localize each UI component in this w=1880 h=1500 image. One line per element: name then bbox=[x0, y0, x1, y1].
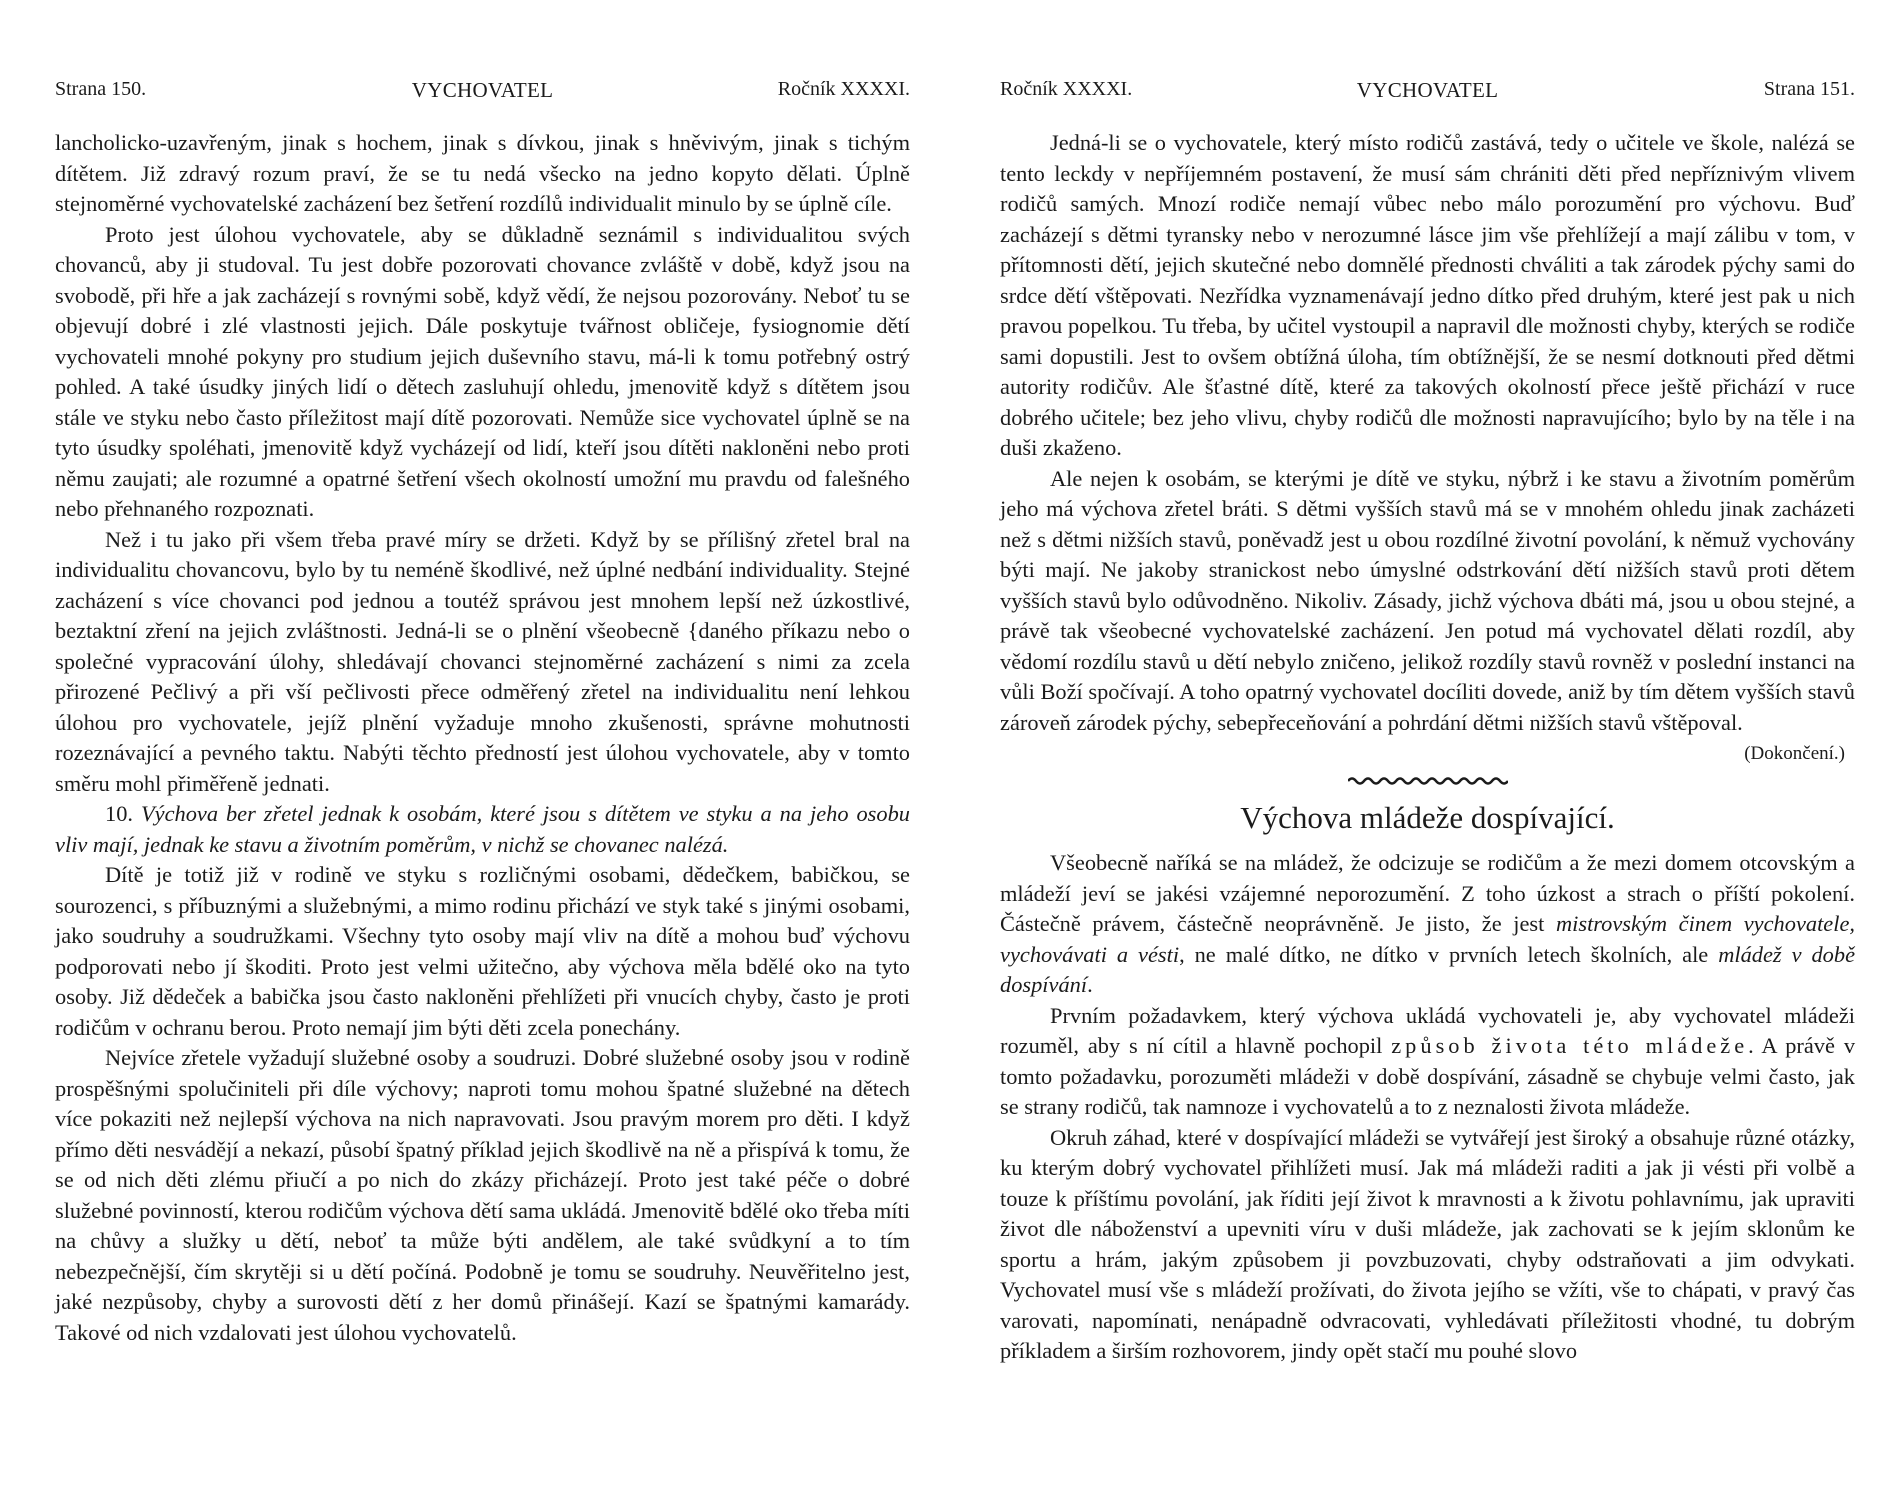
text-run: . A právě v tomto požadavku, porozuměti mládeži v době dospívání, zásadně se chybuje velmi často, jak se strany rodičů, tak namnoze i vychovatelů a to z neznalosti života mládeže. bbox=[1000, 1033, 1856, 1119]
right-journal-title: VYCHOVATEL bbox=[1356, 78, 1499, 102]
thesis-10 bbox=[55, 799, 910, 860]
emphasis: mistrovským činem vychovatele, vychovávati a vésti bbox=[1000, 911, 1855, 967]
right-running-head bbox=[1000, 78, 1855, 106]
paragraph: Jedná-li se o vychovatele, který místo rodičů zastává, tedy o učitele ve škole, nalézá se tento leckdy v nepříjemném postavení, že musí sám chrániti děti před nepříznivým vlivem rodičů samých. Mnozí rodiče nemají vůbec nebo málo porozumění pro výchovu. Buď zacházejí s dětmi tyransky nebo v nerozumné lásce jim vše přehlížejí a mají zálibu v tom, v přítomnosti dětí, jejich skutečné nebo domnělé přednosti chváliti a tak zárodek pýchy sami do srdce dětí vštěpovati. Nezřídka vyznamenávají jedno dítko před druhým, které jest pak u nich pravou popelkou. Tu třeba, by učitel vystoupil a napravil dle možnosti chyby, kterých se rodiče sami dopustili. Jest to ovšem obtížná úloha, tím obtížnější, že se nesmí dotknouti před dětmi autority rodičův. Ale šťastné dítě, které za takových okolností přece ještě přichází v ruce dobrého učitele; bez jeho vlivu, chyby rodičů dle možnosti napravujícího; bylo by na těle i na duši zkaženo. bbox=[1000, 130, 1855, 460]
emphasis: mládež v době dospívání bbox=[1000, 941, 1856, 997]
right-page-body bbox=[1000, 128, 1855, 1367]
paragraph: Proto jest úlohou vychovatele, aby se důkladně seznámil s individualitou svých chovanců, aby ji studoval. Tu jest dobře pozorovati chovance zvláště v době, když jsou na svobodě, při hře a jak zacházejí s rovnými sobě, když vědí, že nejsou pozorovány. Neboť tu se objevují dobré i zlé vlastnosti jejich. Dále poskytuje tvářnost obličeje, fysiognomie dětí vychovateli mnohé pokyny pro studium jejich duševního stavu, má-li k tomu potřebný ostrý pohled. A také úsudky jiných lidí o dětech zasluhují ohledu, jmenovitě když s dítětem jsou stále ve styku nebo často příležitost mají dítě pozorovati. Nemůže sice vychovatel úplně se na tyto úsudky spoléhati, jmenovitě když vycházejí od lidí, kteří jsou dítěti nakloněni nebo proti němu zaujati; ale rozumné a opatrné šetření všech okolností umožní mu pravdu od falešného nebo přehnaného rozpoznati. bbox=[55, 221, 910, 521]
left-volume: Ročník XXXXI. bbox=[777, 78, 910, 100]
right-page-number: Strana 151. bbox=[1763, 78, 1855, 100]
paragraph: Než i tu jako při všem třeba pravé míry se držeti. Když by se přílišný zřetel bral na individualitu chovancovu, bylo by tu neméně škodlivé, než úplné nedbání individuality. Stejné zacházení s více chovanci pod jednou a toutéž správou jest mnohem lepší než úzkostlivé, beztaktní zření na jejich zvláštnosti. Jedná-li se o plnění všeobecně {daného příkazu nebo o společné vypracování úlohy, shledávají chovanci stejnoměrné zacházení s nimi za zcela přirozené Pečlivý a při vší pečlivosti přece odměřený zřetel na individualitu není lehkou úlohou pro vychovatele, jejíž plnění vyžaduje mnoho zkušenosti, správne mohutnosti rozeznávající a pevného taktu. Nabýti těchto předností jest úlohou vychovatele, aby v tomto směru mohl přiměřeně jednati. bbox=[55, 526, 910, 796]
paragraph bbox=[1000, 1001, 1855, 1123]
thesis-text: Výchova ber zřetel jednak k osobám, které jsou s dítětem ve styku a na jeho osobu vliv mají, jednak ke stavu a životním poměrům, v nichž se chovanec nalézá. bbox=[55, 801, 910, 857]
text-run: Prvním požadavkem, který výchova ukládá vychovateli je, aby vychovatel mládeži rozuměl, aby s ní cítil a hlavně pochopil bbox=[1000, 1002, 1855, 1058]
paragraph bbox=[1000, 848, 1855, 1001]
article-title: Výchova mládeže dospívající. bbox=[1240, 800, 1615, 835]
paragraph: Dítě je totiž již v rodině ve styku s rozličnými osobami, dědečkem, babičkou, se sourozenci, s příbuznými a služebnými, a mimo rodinu přichází ve styk také s jinými osobami, jako soudruhy a soudružkami. Všechny tyto osoby mají vliv na dítě a mohou buď výchovu podporovati nebo jí škoditi. Proto jest velmi užitečno, aby výchova měla bdělé oko na tyto osoby. Již dědeček a babička jsou často nakloněni přehlížeti při vnucích chyby, často je proti rodičům v ochranu berou. Proto nemají jim býti děti zcela ponechány. bbox=[55, 862, 910, 1040]
text-run: , ne malé dítko, ne dítko v prvních letech školních, ale bbox=[1179, 941, 1719, 967]
paragraph: Nejvíce zřetele vyžadují služebné osoby a soudruzi. Dobré služebné osoby jsou v rodině prospěšnými spolučiniteli při díle výchovy; naproti tomu mohou špatné služebné na dětech více pokaziti než nejlepší výchova na nich napravovati. Jsou pravým morem pro děti. I když přímo děti nesvádějí a nekazí, působí špatný příklad jejich škodlivě na ně a přispívá k tomu, že se od nich děti zlému přiučí a po nich do zkázy přicházejí. Proto jest také péče o dobré služebné povinností, kterou rodičům výchova dětí sama ukládá. Jmenovitě bdělé oko třeba míti na chůvy a služky u dětí, neboť ta může býti andělem, ale také svůdkyní a to tím nebezpečnější, čím skrytěji si u dětí počíná. Podobně je tomu se soudruhy. Neuvěřitelno jest, jaké nezpůsoby, chyby a surovosti dětí z her domů přinášejí. Kazí se špatnými kamarády. Takové od nich vzdalovati jest úlohou vychovatelů. bbox=[55, 1045, 910, 1345]
left-running-head bbox=[55, 78, 910, 106]
left-page-body bbox=[55, 128, 910, 1348]
left-journal-title: VYCHOVATEL bbox=[411, 78, 554, 102]
conclusion-note: (Dokončení.) bbox=[1744, 743, 1845, 764]
spaced-emphasis: způsob života této mládeže bbox=[1391, 1033, 1749, 1058]
right-volume: Ročník XXXXI. bbox=[1000, 78, 1133, 100]
wavy-divider-ornament bbox=[1000, 776, 1855, 786]
thesis-number: 10. bbox=[105, 801, 133, 826]
paragraph: Ale nejen k osobám, se kterými je dítě ve styku, nýbrž i ke stavu a životním poměrům jeho má výchova zřetel bráti. S dětmi vyšších stavů má se v mnohém ohledu jinak zacházeti než s dětmi nižších stavů, poněvadž jest u obou rozdílné životní povolání, k němuž vychovány býti mají. Ne jakoby stranickost nebo úmyslné odstrkování dětí nižších stavů proti dětem vyšších stavů bylo odůvodněno. Nikoliv. Zásady, jichž výchova dbáti má, jsou u obou stejné, a právě tak všeobecné vychovatelské zacházení. Jen potud má vychovatel dělati rozdíl, aby vědomí rozdílu stavů u dětí nebylo zničeno, jelikož rozdíly stavů rovněž v poslední instanci na vůli Boží spočívají. A toho opatrný vychovatel docíliti dovede, aniž by tím dětem vyšších stavů zároveň zárodek pýchy, sebepřeceňování a pohrdání dětmi nižších stavů vštěpoval. bbox=[1000, 465, 1855, 735]
wavy-line-icon bbox=[1348, 776, 1508, 786]
text-run: . bbox=[1087, 972, 1093, 997]
left-page-number: Strana 150. bbox=[55, 78, 147, 100]
text-run: Všeobecně naříká se na mládež, že odcizuje se rodičům a že mezi domem otcovským a mládeží jeví se jakési vzájemné neporozumění. Z toho úzkost a strach o příští pokolení. Částečně právem, částečně neoprávněně. Je jisto, že jest bbox=[1000, 850, 1855, 936]
paragraph: Okruh záhad, které v dospívající mládeži se vytvářejí jest široký a obsahuje různé otázky, ku kterým dobrý vychovatel přihlížeti musí. Jak má mládeži raditi a jak ji vésti při volbě a touze k příštímu povolání, jak říditi její život k mravnosti a k životu pohlavnímu, jak upraviti život dle náboženství a upevniti víru v duši mládeže, jak zachovati se k jejím sklonům ke sportu a hrám, jakým způsobem ji povzbuzovati, chyby odstraňovati a jim odvykati. Vychovatel musí vše s mládeží prožívati, do života jejího se vžíti, vše to chápati, v pravý čas varovati, napomínati, nenápadně odvracovati, vyhledávati příležitosti vhodné, tu dobrým příkladem a širším rozhovorem, jindy opět stačí mu pouhé slovo bbox=[1000, 1124, 1855, 1363]
paragraph: lancholicko-uzavřeným, jinak s hochem, jinak s dívkou, jinak s hněvivým, jinak s tichým dítětem. Již zdravý rozum praví, že se tu nedá všecko na jedno kopyto dělati. Úplně stejnoměrné vychovatelské zacházení bez šetření rozdílů individualit minulo by se úplně cíle. bbox=[55, 130, 910, 216]
right-page bbox=[1000, 0, 1855, 1500]
left-page bbox=[55, 0, 910, 1500]
